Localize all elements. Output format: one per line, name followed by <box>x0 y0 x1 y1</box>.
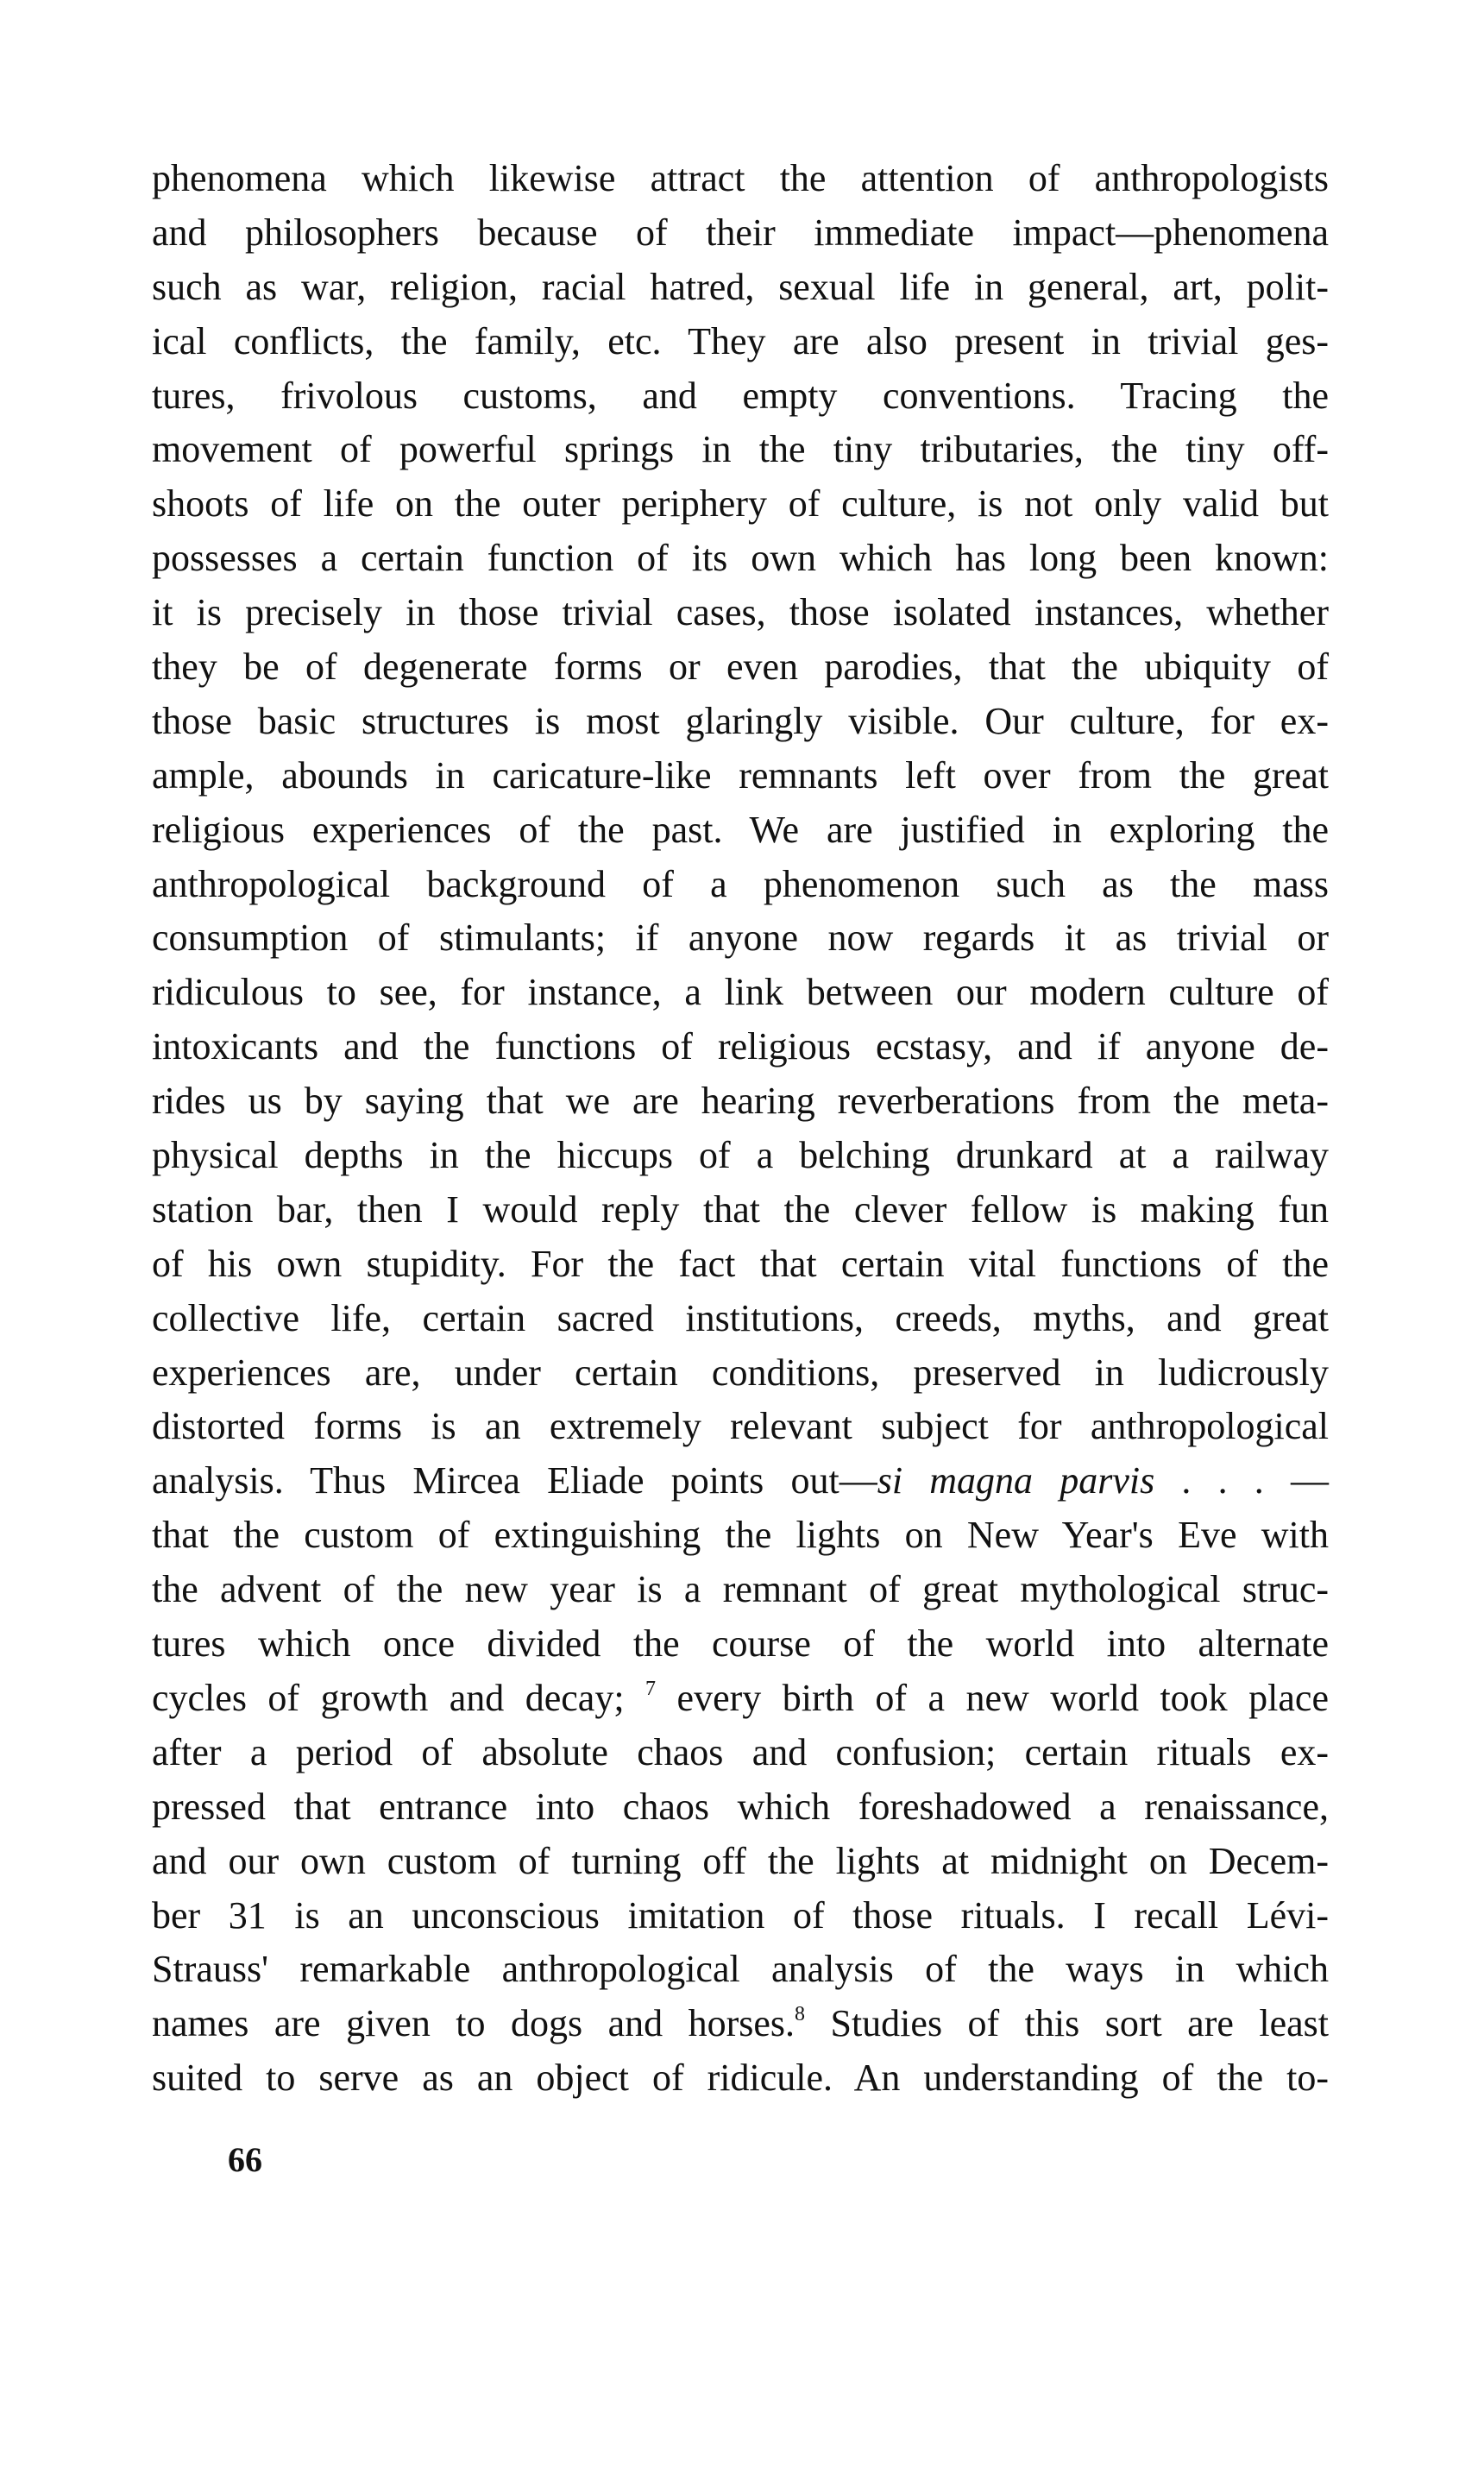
page-number: 66 <box>228 2140 262 2179</box>
text-line: that the custom of extinguishing the lights on New Year's Eve with <box>152 1514 1329 1557</box>
body-text <box>152 152 1329 2106</box>
text-line: ical conflicts, the family, etc. They are also present in trivial ges- <box>152 319 1329 362</box>
text-line: phenomena which likewise attract the attention of anthropologists <box>152 157 1329 199</box>
footnote-ref-8: 8 <box>795 2003 806 2026</box>
text-line: tures which once divided the course of the world into alternate <box>152 1622 1329 1666</box>
text-line-with-footnote <box>152 1997 1329 2051</box>
text-line-with-italic <box>152 1454 1329 1509</box>
text-line: anthropological background of a phenomenon such as the mass <box>152 862 1329 905</box>
text-line: station bar, then I would reply that the clever fellow is making fun <box>152 1187 1329 1231</box>
text-line: of his own stupidity. For the fact that certain vital functions of the <box>152 1242 1329 1285</box>
text-line: and our own custom of turning off the lights at midnight on Decem- <box>152 1839 1329 1882</box>
text-line: such as war, religion, racial hatred, sexual life in general, art, polit- <box>152 265 1329 308</box>
text-line: collective life, certain sacred institutions, creeds, myths, and great <box>152 1296 1329 1339</box>
text-line: those basic structures is most glaringly visible. Our culture, for ex- <box>152 699 1329 742</box>
text-run: every birth of a new world took place <box>656 1676 1329 1719</box>
text-line: it is precisely in those trivial cases, those isolated instances, whether <box>152 591 1329 634</box>
text-line: pressed that entrance into chaos which foreshadowed a renaissance, <box>152 1785 1329 1828</box>
text-line-with-footnote <box>152 1672 1329 1726</box>
text-line: suited to serve as an object of ridicule. An understanding of the to- <box>152 2057 1329 2100</box>
text-run: analysis. Thus Mircea Eliade points out— <box>152 1459 877 1502</box>
text-line: possesses a certain function of its own which has long been known: <box>152 537 1329 580</box>
text-line: religious experiences of the past. We are justified in exploring the <box>152 808 1329 851</box>
text-line: consumption of stimulants; if anyone now regards it as trivial or <box>152 916 1329 960</box>
text-line: Strauss' remarkable anthropological analysis of the ways in which <box>152 1948 1329 1991</box>
footnote-ref-7: 7 <box>645 1677 657 1700</box>
text-line: movement of powerful springs in the tiny tributaries, the tiny off- <box>152 428 1329 471</box>
text-line: shoots of life on the outer periphery of culture, is not only valid but <box>152 482 1329 526</box>
text-run: . . . — <box>1154 1459 1329 1502</box>
text-run: Studies of this sort are least <box>805 2002 1329 2045</box>
text-line: intoxicants and the functions of religious ecstasy, and if anyone de- <box>152 1025 1329 1068</box>
text-line: experiences are, under certain conditions, preserved in ludicrously <box>152 1351 1329 1394</box>
text-line: tures, frivolous customs, and empty conventions. Tracing the <box>152 374 1329 417</box>
italic-phrase: si magna parvis <box>877 1459 1155 1502</box>
text-line: the advent of the new year is a remnant of great mythological struc- <box>152 1568 1329 1611</box>
text-line: ber 31 is an unconscious imitation of those rituals. I recall Lévi- <box>152 1893 1329 1937</box>
text-line: and philosophers because of their immediate impact—phenomena <box>152 211 1329 254</box>
text-line: physical depths in the hiccups of a belching drunkard at a railway <box>152 1134 1329 1177</box>
text-run: cycles of growth and decay; <box>152 1676 646 1719</box>
text-run: names are given to dogs and horses. <box>152 2002 795 2045</box>
text-line: rides us by saying that we are hearing reverberations from the meta- <box>152 1080 1329 1123</box>
text-line: ample, abounds in caricature-like remnants left over from the great <box>152 753 1329 797</box>
text-line: distorted forms is an extremely relevant subject for anthropological <box>152 1405 1329 1448</box>
text-line: ridiculous to see, for instance, a link between our modern culture of <box>152 971 1329 1014</box>
text-line: they be of degenerate forms or even parodies, that the ubiquity of <box>152 646 1329 689</box>
text-line: after a period of absolute chaos and confusion; certain rituals ex- <box>152 1730 1329 1773</box>
